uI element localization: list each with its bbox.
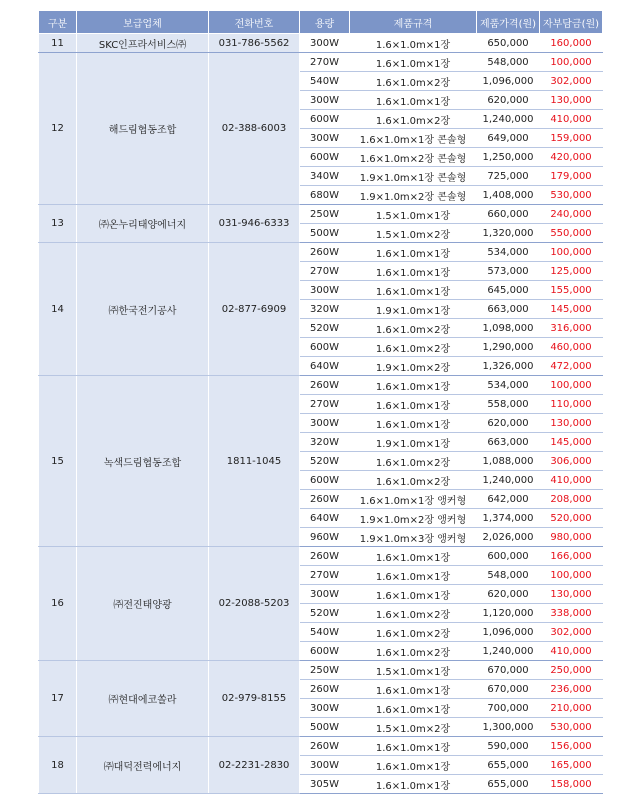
spec-cell: 1.6×1.0m×1장 bbox=[350, 585, 477, 604]
capacity-cell: 520W bbox=[300, 319, 350, 338]
self-pay-cell: 250,000 bbox=[540, 661, 603, 680]
capacity-cell: 600W bbox=[300, 338, 350, 357]
price-cell: 1,300,000 bbox=[477, 718, 540, 737]
price-cell: 663,000 bbox=[477, 433, 540, 452]
spec-cell: 1.9×1.0m×2장 콘솔형 bbox=[350, 186, 477, 205]
header-no: 구분 bbox=[39, 11, 77, 34]
capacity-cell: 305W bbox=[300, 775, 350, 794]
spec-cell: 1.9×1.0m×2장 bbox=[350, 357, 477, 376]
capacity-cell: 600W bbox=[300, 471, 350, 490]
self-pay-cell: 145,000 bbox=[540, 433, 603, 452]
self-pay-cell: 530,000 bbox=[540, 186, 603, 205]
price-cell: 1,408,000 bbox=[477, 186, 540, 205]
self-pay-cell: 130,000 bbox=[540, 585, 603, 604]
price-cell: 1,088,000 bbox=[477, 452, 540, 471]
price-cell: 670,000 bbox=[477, 680, 540, 699]
self-pay-cell: 410,000 bbox=[540, 110, 603, 129]
capacity-cell: 540W bbox=[300, 72, 350, 91]
spec-cell: 1.6×1.0m×1장 bbox=[350, 414, 477, 433]
capacity-cell: 250W bbox=[300, 205, 350, 224]
capacity-cell: 260W bbox=[300, 376, 350, 395]
price-cell: 1,320,000 bbox=[477, 224, 540, 243]
self-pay-cell: 302,000 bbox=[540, 72, 603, 91]
group-number: 18 bbox=[39, 737, 77, 794]
capacity-cell: 540W bbox=[300, 623, 350, 642]
price-cell: 1,250,000 bbox=[477, 148, 540, 167]
phone-number: 02-2088-5203 bbox=[209, 547, 300, 661]
capacity-cell: 270W bbox=[300, 262, 350, 281]
phone-number: 02-979-8155 bbox=[209, 661, 300, 737]
group-number: 12 bbox=[39, 53, 77, 205]
header-capacity: 용량 bbox=[300, 11, 350, 34]
self-pay-cell: 166,000 bbox=[540, 547, 603, 566]
self-pay-cell: 145,000 bbox=[540, 300, 603, 319]
group-number: 15 bbox=[39, 376, 77, 547]
company-name: 해드림협동조합 bbox=[77, 53, 209, 205]
header-price: 제품가격(원) bbox=[477, 11, 540, 34]
spec-cell: 1.6×1.0m×2장 bbox=[350, 471, 477, 490]
price-cell: 620,000 bbox=[477, 414, 540, 433]
capacity-cell: 260W bbox=[300, 680, 350, 699]
spec-cell: 1.5×1.0m×2장 bbox=[350, 224, 477, 243]
self-pay-cell: 100,000 bbox=[540, 566, 603, 585]
group-number: 16 bbox=[39, 547, 77, 661]
price-cell: 548,000 bbox=[477, 53, 540, 72]
price-cell: 1,240,000 bbox=[477, 642, 540, 661]
self-pay-cell: 236,000 bbox=[540, 680, 603, 699]
capacity-cell: 270W bbox=[300, 53, 350, 72]
self-pay-cell: 160,000 bbox=[540, 34, 603, 53]
self-pay-cell: 100,000 bbox=[540, 243, 603, 262]
price-cell: 725,000 bbox=[477, 167, 540, 186]
price-cell: 642,000 bbox=[477, 490, 540, 509]
price-cell: 1,290,000 bbox=[477, 338, 540, 357]
phone-number: 031-946-6333 bbox=[209, 205, 300, 243]
capacity-cell: 320W bbox=[300, 300, 350, 319]
group-number: 14 bbox=[39, 243, 77, 376]
phone-number: 02-388-6003 bbox=[209, 53, 300, 205]
header-self-pay: 자부담금(원) bbox=[540, 11, 603, 34]
spec-cell: 1.9×1.0m×2장 앵커형 bbox=[350, 509, 477, 528]
price-cell: 663,000 bbox=[477, 300, 540, 319]
spec-cell: 1.6×1.0m×2장 bbox=[350, 72, 477, 91]
spec-cell: 1.6×1.0m×2장 bbox=[350, 338, 477, 357]
price-cell: 548,000 bbox=[477, 566, 540, 585]
price-cell: 645,000 bbox=[477, 281, 540, 300]
group-number: 17 bbox=[39, 661, 77, 737]
spec-cell: 1.6×1.0m×2장 bbox=[350, 110, 477, 129]
header-phone: 전화번호 bbox=[209, 11, 300, 34]
spec-cell: 1.5×1.0m×1장 bbox=[350, 205, 477, 224]
spec-cell: 1.9×1.0m×3장 앵커형 bbox=[350, 528, 477, 547]
capacity-cell: 250W bbox=[300, 661, 350, 680]
price-cell: 650,000 bbox=[477, 34, 540, 53]
self-pay-cell: 156,000 bbox=[540, 737, 603, 756]
phone-number: 02-2231-2830 bbox=[209, 737, 300, 794]
self-pay-cell: 179,000 bbox=[540, 167, 603, 186]
self-pay-cell: 420,000 bbox=[540, 148, 603, 167]
capacity-cell: 300W bbox=[300, 699, 350, 718]
phone-number: 02-877-6909 bbox=[209, 243, 300, 376]
capacity-cell: 520W bbox=[300, 452, 350, 471]
spec-cell: 1.6×1.0m×1장 bbox=[350, 566, 477, 585]
price-cell: 558,000 bbox=[477, 395, 540, 414]
self-pay-cell: 472,000 bbox=[540, 357, 603, 376]
price-cell: 573,000 bbox=[477, 262, 540, 281]
price-cell: 655,000 bbox=[477, 775, 540, 794]
capacity-cell: 600W bbox=[300, 110, 350, 129]
self-pay-cell: 316,000 bbox=[540, 319, 603, 338]
capacity-cell: 500W bbox=[300, 718, 350, 737]
price-cell: 1,374,000 bbox=[477, 509, 540, 528]
company-name: 녹색드림협동조합 bbox=[77, 376, 209, 547]
self-pay-cell: 410,000 bbox=[540, 642, 603, 661]
spec-cell: 1.6×1.0m×2장 bbox=[350, 642, 477, 661]
price-cell: 1,096,000 bbox=[477, 72, 540, 91]
spec-cell: 1.6×1.0m×2장 bbox=[350, 452, 477, 471]
capacity-cell: 300W bbox=[300, 91, 350, 110]
price-cell: 534,000 bbox=[477, 376, 540, 395]
phone-number: 031-786-5562 bbox=[209, 34, 300, 53]
solar-supplier-table-wrapper bbox=[38, 10, 602, 794]
self-pay-cell: 210,000 bbox=[540, 699, 603, 718]
capacity-cell: 270W bbox=[300, 395, 350, 414]
self-pay-cell: 208,000 bbox=[540, 490, 603, 509]
capacity-cell: 680W bbox=[300, 186, 350, 205]
spec-cell: 1.6×1.0m×1장 bbox=[350, 680, 477, 699]
price-cell: 620,000 bbox=[477, 91, 540, 110]
spec-cell: 1.6×1.0m×1장 bbox=[350, 243, 477, 262]
spec-cell: 1.6×1.0m×1장 bbox=[350, 262, 477, 281]
table-row bbox=[39, 737, 603, 756]
spec-cell: 1.6×1.0m×1장 bbox=[350, 91, 477, 110]
capacity-cell: 300W bbox=[300, 34, 350, 53]
self-pay-cell: 410,000 bbox=[540, 471, 603, 490]
price-cell: 655,000 bbox=[477, 756, 540, 775]
capacity-cell: 300W bbox=[300, 585, 350, 604]
price-cell: 670,000 bbox=[477, 661, 540, 680]
header-row bbox=[39, 11, 603, 34]
spec-cell: 1.9×1.0m×1장 콘솔형 bbox=[350, 167, 477, 186]
spec-cell: 1.6×1.0m×1장 bbox=[350, 547, 477, 566]
self-pay-cell: 155,000 bbox=[540, 281, 603, 300]
company-name: ㈜전진태양광 bbox=[77, 547, 209, 661]
capacity-cell: 300W bbox=[300, 129, 350, 148]
capacity-cell: 260W bbox=[300, 490, 350, 509]
spec-cell: 1.6×1.0m×2장 콘솔형 bbox=[350, 148, 477, 167]
table-row bbox=[39, 661, 603, 680]
capacity-cell: 300W bbox=[300, 414, 350, 433]
spec-cell: 1.6×1.0m×1장 bbox=[350, 281, 477, 300]
self-pay-cell: 165,000 bbox=[540, 756, 603, 775]
self-pay-cell: 460,000 bbox=[540, 338, 603, 357]
self-pay-cell: 110,000 bbox=[540, 395, 603, 414]
spec-cell: 1.6×1.0m×1장 bbox=[350, 53, 477, 72]
capacity-cell: 300W bbox=[300, 281, 350, 300]
solar-supplier-table bbox=[38, 10, 603, 794]
price-cell: 649,000 bbox=[477, 129, 540, 148]
price-cell: 620,000 bbox=[477, 585, 540, 604]
self-pay-cell: 530,000 bbox=[540, 718, 603, 737]
capacity-cell: 320W bbox=[300, 433, 350, 452]
table-row bbox=[39, 547, 603, 566]
header-spec: 제품규격 bbox=[350, 11, 477, 34]
company-name: ㈜현대에코쏠라 bbox=[77, 661, 209, 737]
self-pay-cell: 302,000 bbox=[540, 623, 603, 642]
group-number: 11 bbox=[39, 34, 77, 53]
spec-cell: 1.6×1.0m×1장 bbox=[350, 756, 477, 775]
table-row bbox=[39, 53, 603, 72]
spec-cell: 1.6×1.0m×1장 bbox=[350, 737, 477, 756]
price-cell: 700,000 bbox=[477, 699, 540, 718]
spec-cell: 1.6×1.0m×1장 콘솔형 bbox=[350, 129, 477, 148]
capacity-cell: 500W bbox=[300, 224, 350, 243]
phone-number: 1811-1045 bbox=[209, 376, 300, 547]
spec-cell: 1.6×1.0m×2장 bbox=[350, 623, 477, 642]
capacity-cell: 260W bbox=[300, 547, 350, 566]
spec-cell: 1.6×1.0m×1장 bbox=[350, 376, 477, 395]
spec-cell: 1.6×1.0m×1장 bbox=[350, 34, 477, 53]
price-cell: 1,120,000 bbox=[477, 604, 540, 623]
spec-cell: 1.9×1.0m×1장 bbox=[350, 300, 477, 319]
company-name: ㈜대덕전력에너지 bbox=[77, 737, 209, 794]
price-cell: 534,000 bbox=[477, 243, 540, 262]
self-pay-cell: 130,000 bbox=[540, 91, 603, 110]
spec-cell: 1.5×1.0m×1장 bbox=[350, 661, 477, 680]
price-cell: 1,098,000 bbox=[477, 319, 540, 338]
capacity-cell: 520W bbox=[300, 604, 350, 623]
capacity-cell: 340W bbox=[300, 167, 350, 186]
self-pay-cell: 306,000 bbox=[540, 452, 603, 471]
capacity-cell: 640W bbox=[300, 357, 350, 376]
capacity-cell: 270W bbox=[300, 566, 350, 585]
table-row bbox=[39, 34, 603, 53]
spec-cell: 1.6×1.0m×1장 bbox=[350, 699, 477, 718]
spec-cell: 1.6×1.0m×1장 앵커형 bbox=[350, 490, 477, 509]
self-pay-cell: 130,000 bbox=[540, 414, 603, 433]
spec-cell: 1.5×1.0m×2장 bbox=[350, 718, 477, 737]
price-cell: 2,026,000 bbox=[477, 528, 540, 547]
header-company: 보급업체 bbox=[77, 11, 209, 34]
price-cell: 600,000 bbox=[477, 547, 540, 566]
self-pay-cell: 125,000 bbox=[540, 262, 603, 281]
spec-cell: 1.6×1.0m×2장 bbox=[350, 319, 477, 338]
table-row bbox=[39, 376, 603, 395]
table-row bbox=[39, 205, 603, 224]
price-cell: 1,240,000 bbox=[477, 471, 540, 490]
spec-cell: 1.9×1.0m×1장 bbox=[350, 433, 477, 452]
self-pay-cell: 158,000 bbox=[540, 775, 603, 794]
capacity-cell: 600W bbox=[300, 642, 350, 661]
self-pay-cell: 980,000 bbox=[540, 528, 603, 547]
self-pay-cell: 159,000 bbox=[540, 129, 603, 148]
price-cell: 660,000 bbox=[477, 205, 540, 224]
self-pay-cell: 338,000 bbox=[540, 604, 603, 623]
self-pay-cell: 100,000 bbox=[540, 376, 603, 395]
price-cell: 1,096,000 bbox=[477, 623, 540, 642]
self-pay-cell: 100,000 bbox=[540, 53, 603, 72]
company-name: ㈜한국전기공사 bbox=[77, 243, 209, 376]
capacity-cell: 600W bbox=[300, 148, 350, 167]
table-row bbox=[39, 243, 603, 262]
capacity-cell: 960W bbox=[300, 528, 350, 547]
group-number: 13 bbox=[39, 205, 77, 243]
capacity-cell: 300W bbox=[300, 756, 350, 775]
company-name: SKC인프라서비스㈜ bbox=[77, 34, 209, 53]
self-pay-cell: 520,000 bbox=[540, 509, 603, 528]
company-name: ㈜온누리태양에너지 bbox=[77, 205, 209, 243]
price-cell: 590,000 bbox=[477, 737, 540, 756]
capacity-cell: 260W bbox=[300, 243, 350, 262]
capacity-cell: 640W bbox=[300, 509, 350, 528]
self-pay-cell: 240,000 bbox=[540, 205, 603, 224]
price-cell: 1,326,000 bbox=[477, 357, 540, 376]
spec-cell: 1.6×1.0m×1장 bbox=[350, 775, 477, 794]
capacity-cell: 260W bbox=[300, 737, 350, 756]
self-pay-cell: 550,000 bbox=[540, 224, 603, 243]
spec-cell: 1.6×1.0m×2장 bbox=[350, 604, 477, 623]
table-body bbox=[39, 34, 603, 794]
price-cell: 1,240,000 bbox=[477, 110, 540, 129]
spec-cell: 1.6×1.0m×1장 bbox=[350, 395, 477, 414]
